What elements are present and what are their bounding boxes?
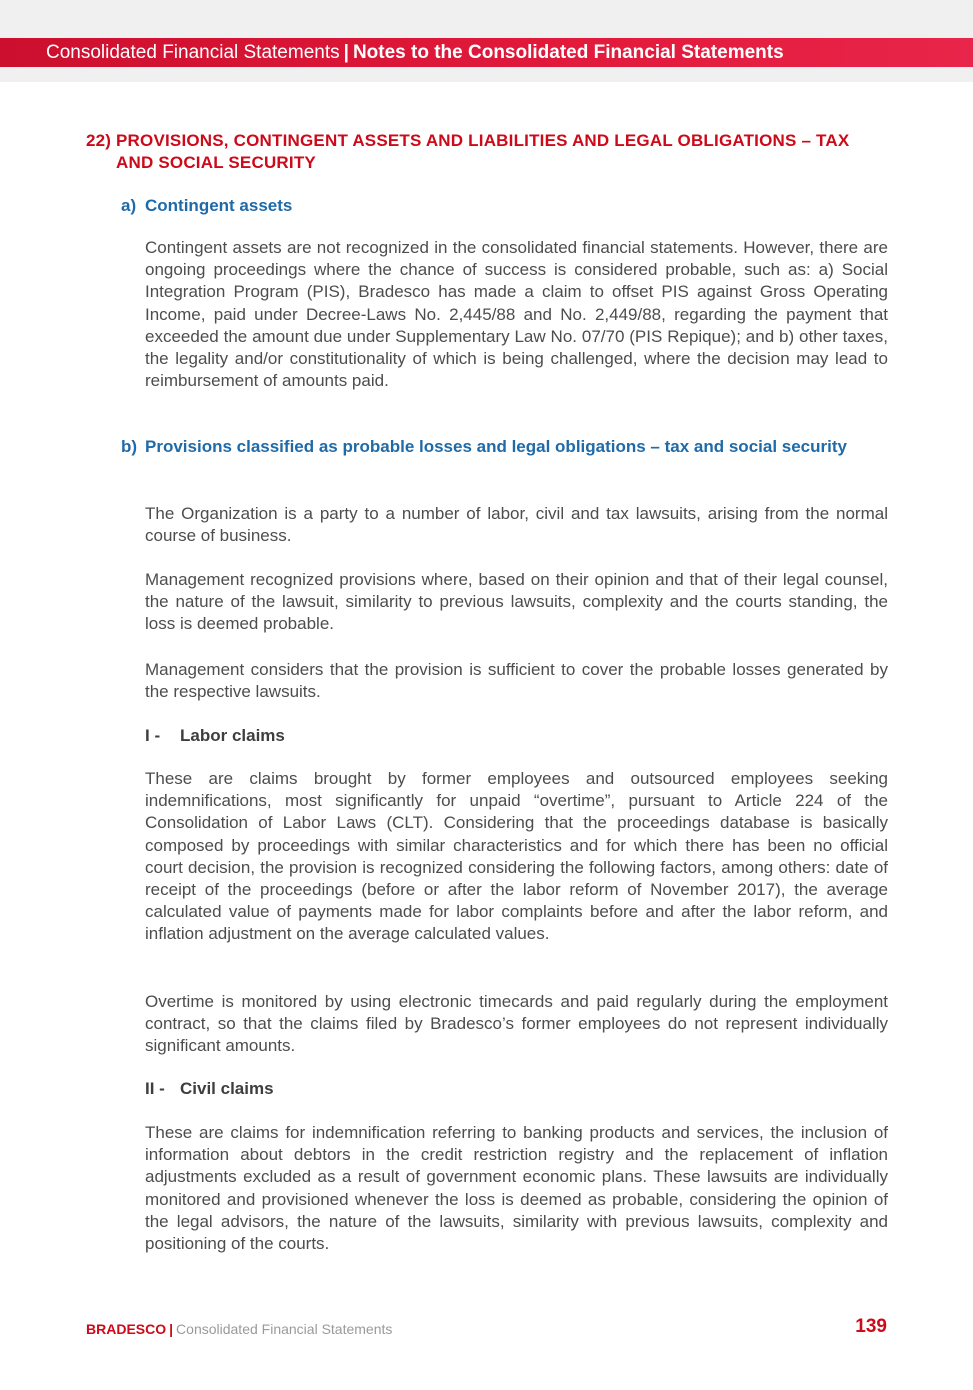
- header-separator: |: [343, 42, 349, 63]
- civil-claims-numeral: II -: [145, 1079, 165, 1098]
- subsection-a-heading: [121, 195, 861, 217]
- provisions-paragraph-3: Management considers that the provision is sufficient to cover the probable losses generated by the respective lawsuits.: [145, 660, 888, 702]
- provisions-paragraph-1: The Organization is a party to a number of labor, civil and tax lawsuits, arising from the normal course of business.: [145, 504, 888, 546]
- labor-claims-paragraph-2: Overtime is monitored by using electronic timecards and paid regularly during the employment contract, so that the claims filed by Bradesco’s former employees do not represent individually significant amounts.: [145, 992, 888, 1056]
- labor-claims-title: Labor claims: [180, 726, 285, 745]
- header-title: Notes to the Consolidated Financial Statements: [352, 42, 784, 63]
- subsection-b-heading: [121, 436, 861, 458]
- page-header: [0, 38, 973, 67]
- labor-claims-numeral: I -: [145, 726, 161, 745]
- contingent-assets-paragraph: Contingent assets are not recognized in the consolidated financial statements. However, there are ongoing proceedings where the chance of success is considered probable, such as: a) Social Integration Program (PIS), Bradesco has made a claim to offset PIS against Gross Operating Income, paid under Decree-Laws No. 2,445/88 and No. 2,449/88, regarding the payment that exceeded the amount due under Supplementary Law No. 07/70 (PIS Repique); and b) other taxes, the legality and/or constitutionality of which is being challenged, where the decision may lead to reimbursement of amounts paid.: [145, 238, 888, 391]
- labor-claims-paragraph-1: These are claims brought by former employees and outsourced employees seeking indemnifications, most significantly for unpaid “overtime”, pursuant to Article 224 of the Consolidation of Labor Laws (CLT). Considering that the proceedings database is basically composed by proceedings with similar characteristics and for which there has been no official court decision, the provision is recognized considering the following factors, among others: date of receipt of the proceedings (before or after the labor reform of November 2017), the average calculated value of payments made for labor complaints before and after the labor reform, and inflation adjustment on the average calculated values.: [145, 769, 888, 944]
- section-number: 22): [86, 131, 112, 150]
- provisions-paragraph-2: Management recognized provisions where, based on their opinion and that of their legal counsel, the nature of the lawsuit, similarity to previous lawsuits, complexity and the courts standing, the loss is deemed probable.: [145, 570, 888, 634]
- footer-separator: |: [169, 1321, 174, 1337]
- civil-claims-paragraph: These are claims for indemnification referring to banking products and services, the inclusion of information about debtors in the credit restriction registry and the replacement of inflation adjustments excluded as a result of government economic plans. These lawsuits are individually monitored and provisioned whenever the loss is deemed as probable, considering the opinion of the legal advisors, the nature of the lawsuits, similarity with previous lawsuits, complexity and positioning of the courts.: [145, 1123, 888, 1254]
- footer-brand: BRADESCO: [86, 1321, 167, 1337]
- civil-claims-heading: [145, 1078, 545, 1100]
- footer-document-title: Consolidated Financial Statements: [176, 1321, 393, 1337]
- subsection-a-letter: a): [121, 196, 137, 215]
- subsection-b-title: Provisions classified as probable losses and legal obligations – tax and social security: [145, 437, 847, 456]
- header-section: Consolidated Financial Statements: [46, 42, 340, 63]
- subsection-b-letter: b): [121, 437, 138, 456]
- section-title: PROVISIONS, CONTINGENT ASSETS AND LIABILITIES AND LEGAL OBLIGATIONS – TAX AND SOCIAL SECURITY: [116, 131, 850, 172]
- section-heading: [86, 130, 889, 174]
- page-number: 139: [855, 1316, 887, 1337]
- civil-claims-title: Civil claims: [180, 1079, 274, 1098]
- footer: [86, 1320, 392, 1338]
- labor-claims-heading: [145, 725, 545, 747]
- subsection-a-title: Contingent assets: [145, 196, 293, 215]
